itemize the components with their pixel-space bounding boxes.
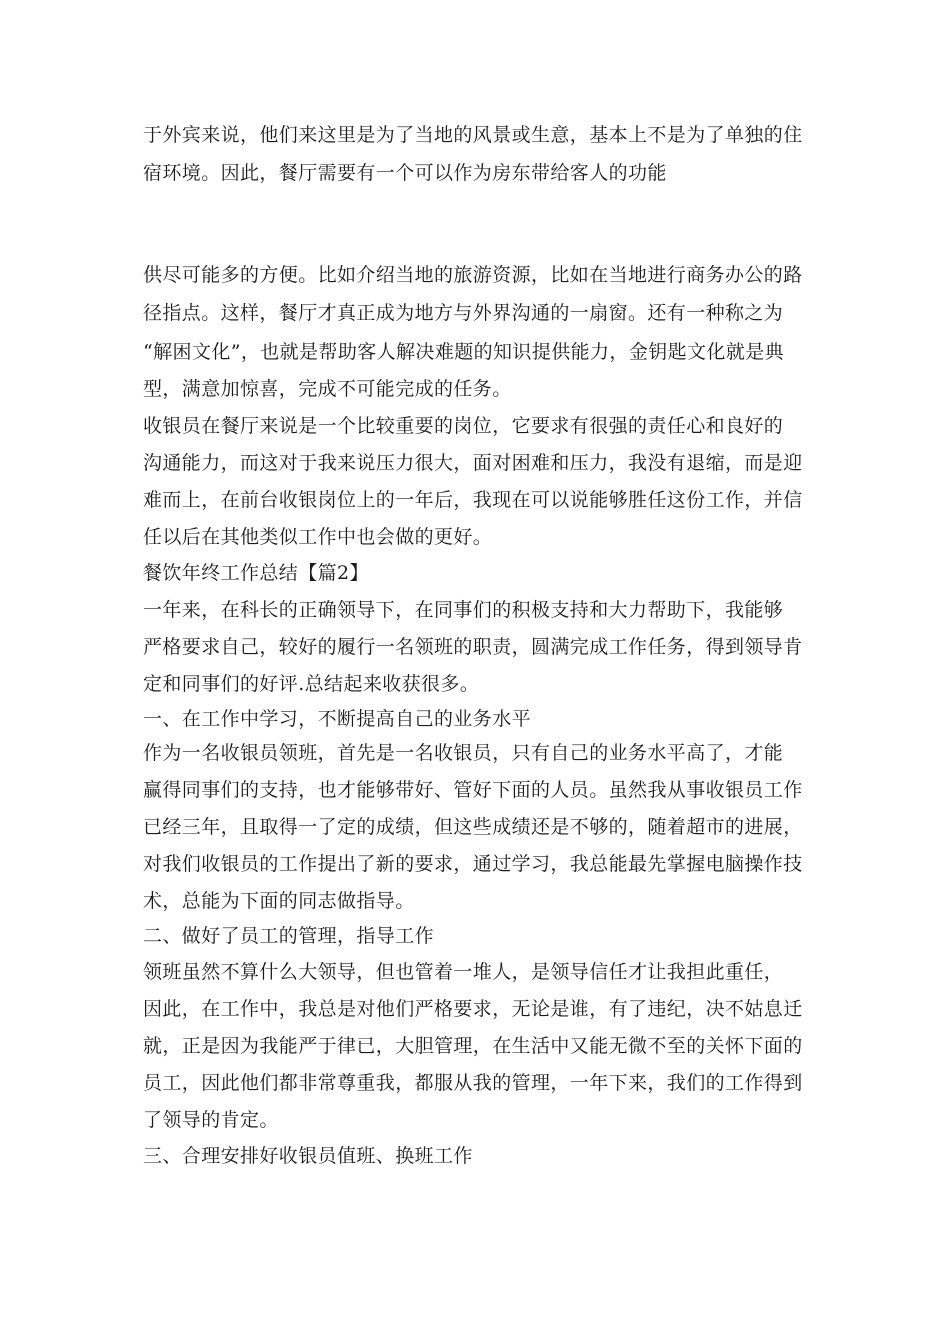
text-line: 难而上，在前台收银岗位上的一年后，我现在可以说能够胜任这份工作，并信: [143, 489, 803, 511]
text-line: 定和同事们的好评.总结起来收获很多。: [143, 673, 480, 695]
section-heading: 餐饮年终工作总结【篇2】: [143, 562, 369, 584]
subsection-heading: 一、在工作中学习，不断提高自己的业务水平: [143, 708, 532, 730]
paragraph-start: 作为一名收银员领班，首先是一名收银员，只有自己的业务水平高了，才能: [143, 742, 784, 764]
text-line: 就，正是因为我能严于律已，大胆管理，在生活中又能无微不至的关怀下面的: [143, 1035, 803, 1057]
text-line: 径指点。这样，餐厅才真正成为地方与外界沟通的一扇窗。还有一种称之为: [143, 302, 784, 324]
text-line: 严格要求自己，较好的履行一名领班的职责，圆满完成工作任务，得到领导肯: [143, 636, 803, 658]
text-line: 沟通能力，而这对于我来说压力很大，面对困难和压力，我没有退缩，而是迎: [143, 452, 803, 474]
text-line: 已经三年，且取得一了定的成绩，但这些成绩还是不够的，随着超市的进展，: [143, 816, 803, 838]
text-line: 术，总能为下面的同志做指导。: [143, 890, 415, 912]
paragraph-start: 一年来，在科长的正确领导下，在同事们的积极支持和大力帮助下，我能够: [143, 599, 784, 621]
subsection-heading: 三、合理安排好收银员值班、换班工作: [143, 1145, 473, 1167]
paragraph-start: 领班虽然不算什么大领导，但也管着一堆人，是领导信任才让我担此重任，: [143, 961, 784, 983]
text-line: 于外宾来说，他们来这里是为了当地的风景或生意，基本上不是为了单独的住: [143, 124, 803, 146]
paragraph-start: 收银员在餐厅来说是一个比较重要的岗位，它要求有很强的责任心和良好的: [143, 415, 784, 437]
text-line: 对我们收银员的工作提出了新的要求，通过学习，我总能最先掌握电脑操作技: [143, 853, 803, 875]
text-line: 因此，在工作中，我总是对他们严格要求，无论是谁，有了违纪，决不姑息迁: [143, 998, 803, 1020]
text-line: 供尽可能多的方便。比如介绍当地的旅游资源，比如在当地进行商务办公的路: [143, 264, 803, 286]
text-line: 型，满意加惊喜，完成不可能完成的任务。: [143, 378, 512, 400]
text-line: 员工，因此他们都非常尊重我，都服从我的管理，一年下来，我们的工作得到: [143, 1072, 803, 1094]
subsection-heading: 二、做好了员工的管理，指导工作: [143, 925, 435, 947]
text-line: 了领导的肯定。: [143, 1109, 279, 1131]
text-line: 宿环境。因此，餐厅需要有一个可以作为房东带给客人的功能: [143, 162, 667, 184]
text-line: “解困文化”，也就是帮助客人解决难题的知识提供能力，金钥匙文化就是典: [143, 341, 785, 363]
text-line: 任以后在其他类似工作中也会做的更好。: [143, 526, 493, 548]
text-line: 赢得同事们的支持，也才能够带好、管好下面的人员。虽然我从事收银员工作: [143, 779, 803, 801]
